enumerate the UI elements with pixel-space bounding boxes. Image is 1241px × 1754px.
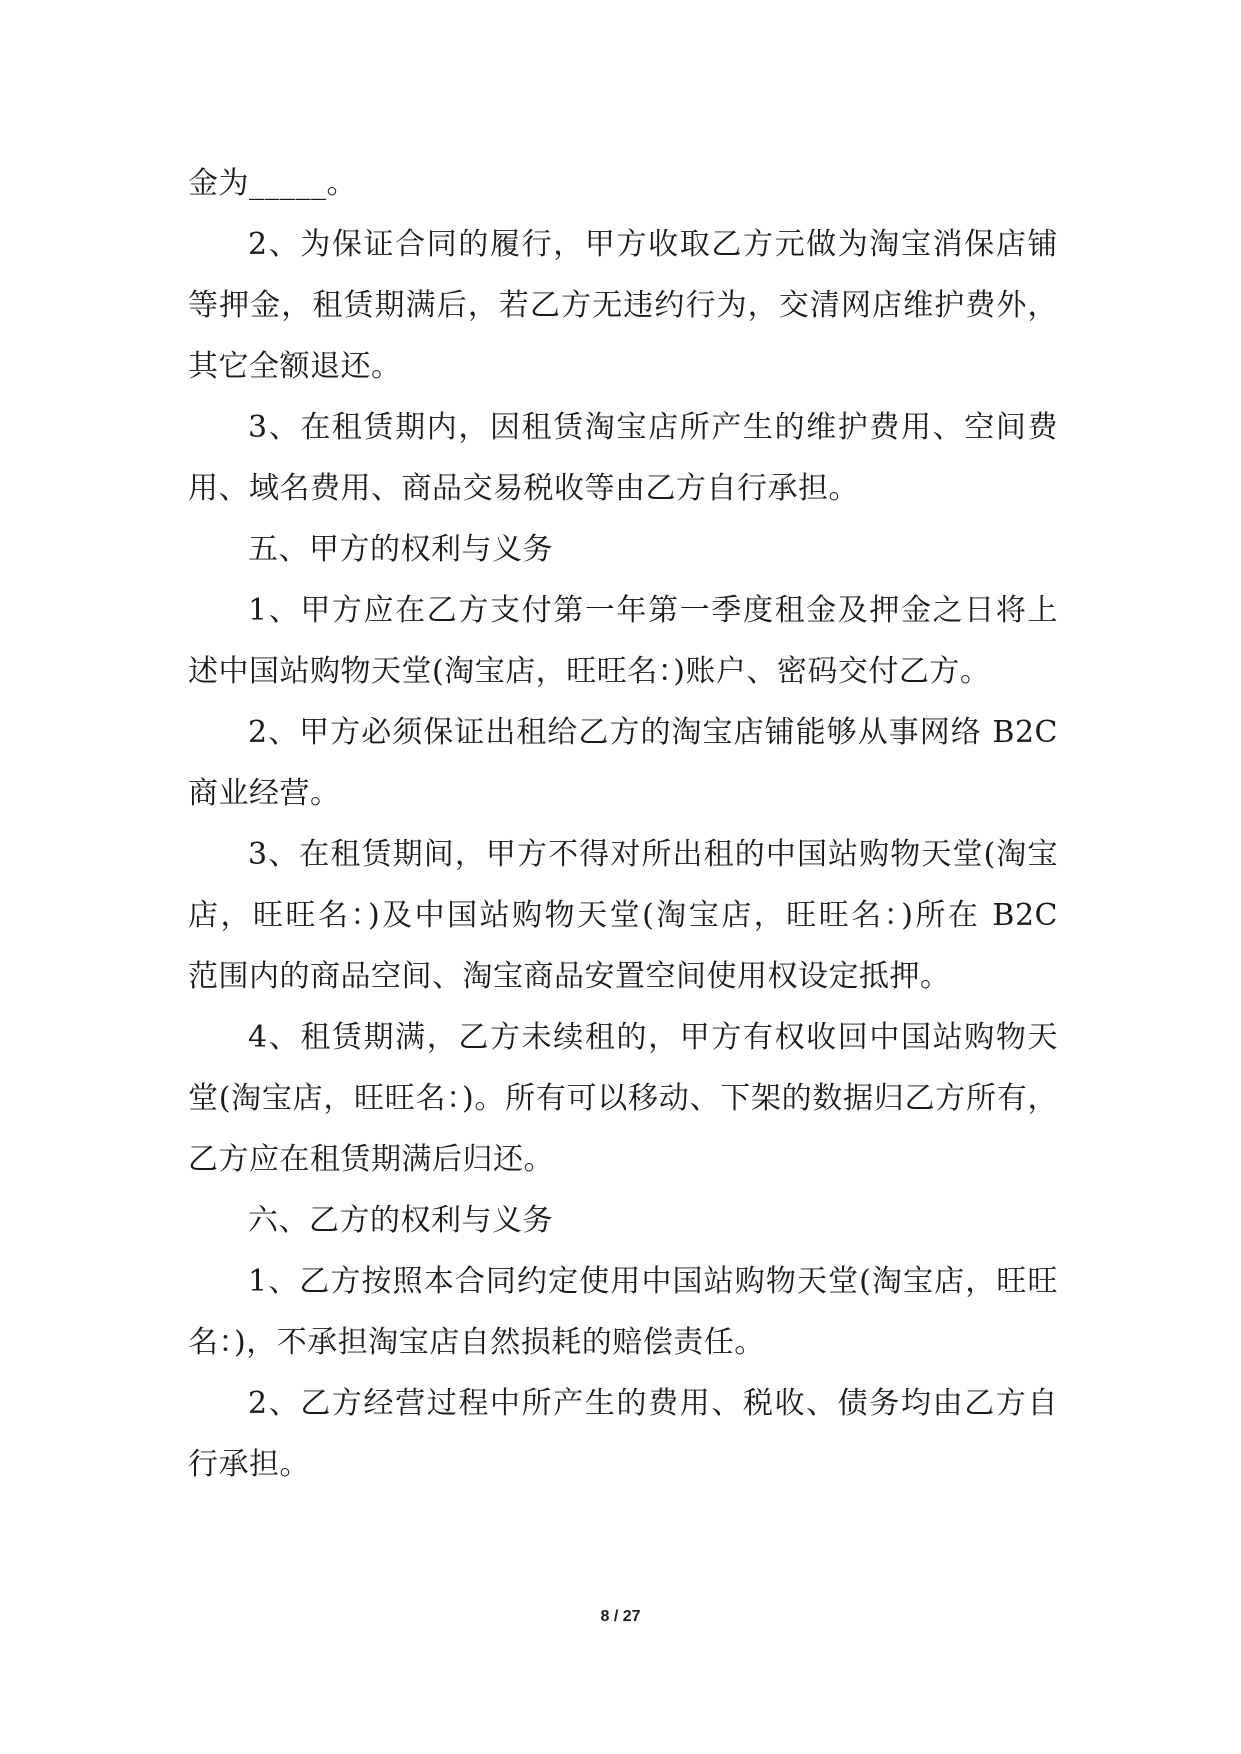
text-line: 店，旺旺名：)及中国站购物天堂(淘宝店，旺旺名：)所在 B2C: [188, 898, 1058, 933]
text-line: 3、在租赁期内，因租赁淘宝店所产生的维护费用、空间费: [248, 410, 1058, 445]
text-line: 2、为保证合同的履行，甲方收取乙方元做为淘宝消保店铺: [248, 227, 1058, 262]
text-line: 堂(淘宝店，旺旺名：)。所有可以移动、下架的数据归乙方所有，: [188, 1081, 1058, 1116]
text-line: 用、域名费用、商品交易税收等由乙方自行承担。: [188, 471, 859, 506]
document-body: [188, 153, 1058, 1495]
text-line: 行承担。: [188, 1447, 310, 1482]
text-line: 1、乙方按照本合同约定使用中国站购物天堂(淘宝店，旺旺: [248, 1264, 1058, 1299]
section-heading: 五、甲方的权利与义务: [248, 532, 553, 567]
section-heading: 六、乙方的权利与义务: [248, 1203, 553, 1238]
text-line: 乙方应在租赁期满后归还。: [188, 1142, 554, 1177]
text-line: 其它全额退还。: [188, 349, 402, 384]
page-number: 8 / 27: [600, 1608, 641, 1625]
text-line: 述中国站购物天堂(淘宝店，旺旺名：)账户、密码交付乙方。: [188, 654, 991, 689]
text-line: 3、在租赁期间，甲方不得对所出租的中国站购物天堂(淘宝: [248, 837, 1058, 872]
text-line: 商业经营。: [188, 776, 341, 811]
text-line: 等押金，租赁期满后，若乙方无违约行为，交清网店维护费外，: [188, 288, 1058, 323]
text-line: 范围内的商品空间、淘宝商品安置空间使用权设定抵押。: [188, 959, 951, 994]
text-line: 4、租赁期满，乙方未续租的，甲方有权收回中国站购物天: [248, 1020, 1058, 1055]
text-line: 1、甲方应在乙方支付第一年第一季度租金及押金之日将上: [248, 593, 1058, 628]
text-line: 2、甲方必须保证出租给乙方的淘宝店铺能够从事网络 B2C: [248, 715, 1058, 750]
text-line: 金为_____。: [188, 166, 357, 201]
text-line: 名：)，不承担淘宝店自然损耗的赔偿责任。: [188, 1325, 765, 1360]
text-line: 2、乙方经营过程中所产生的费用、税收、债务均由乙方自: [248, 1386, 1058, 1421]
